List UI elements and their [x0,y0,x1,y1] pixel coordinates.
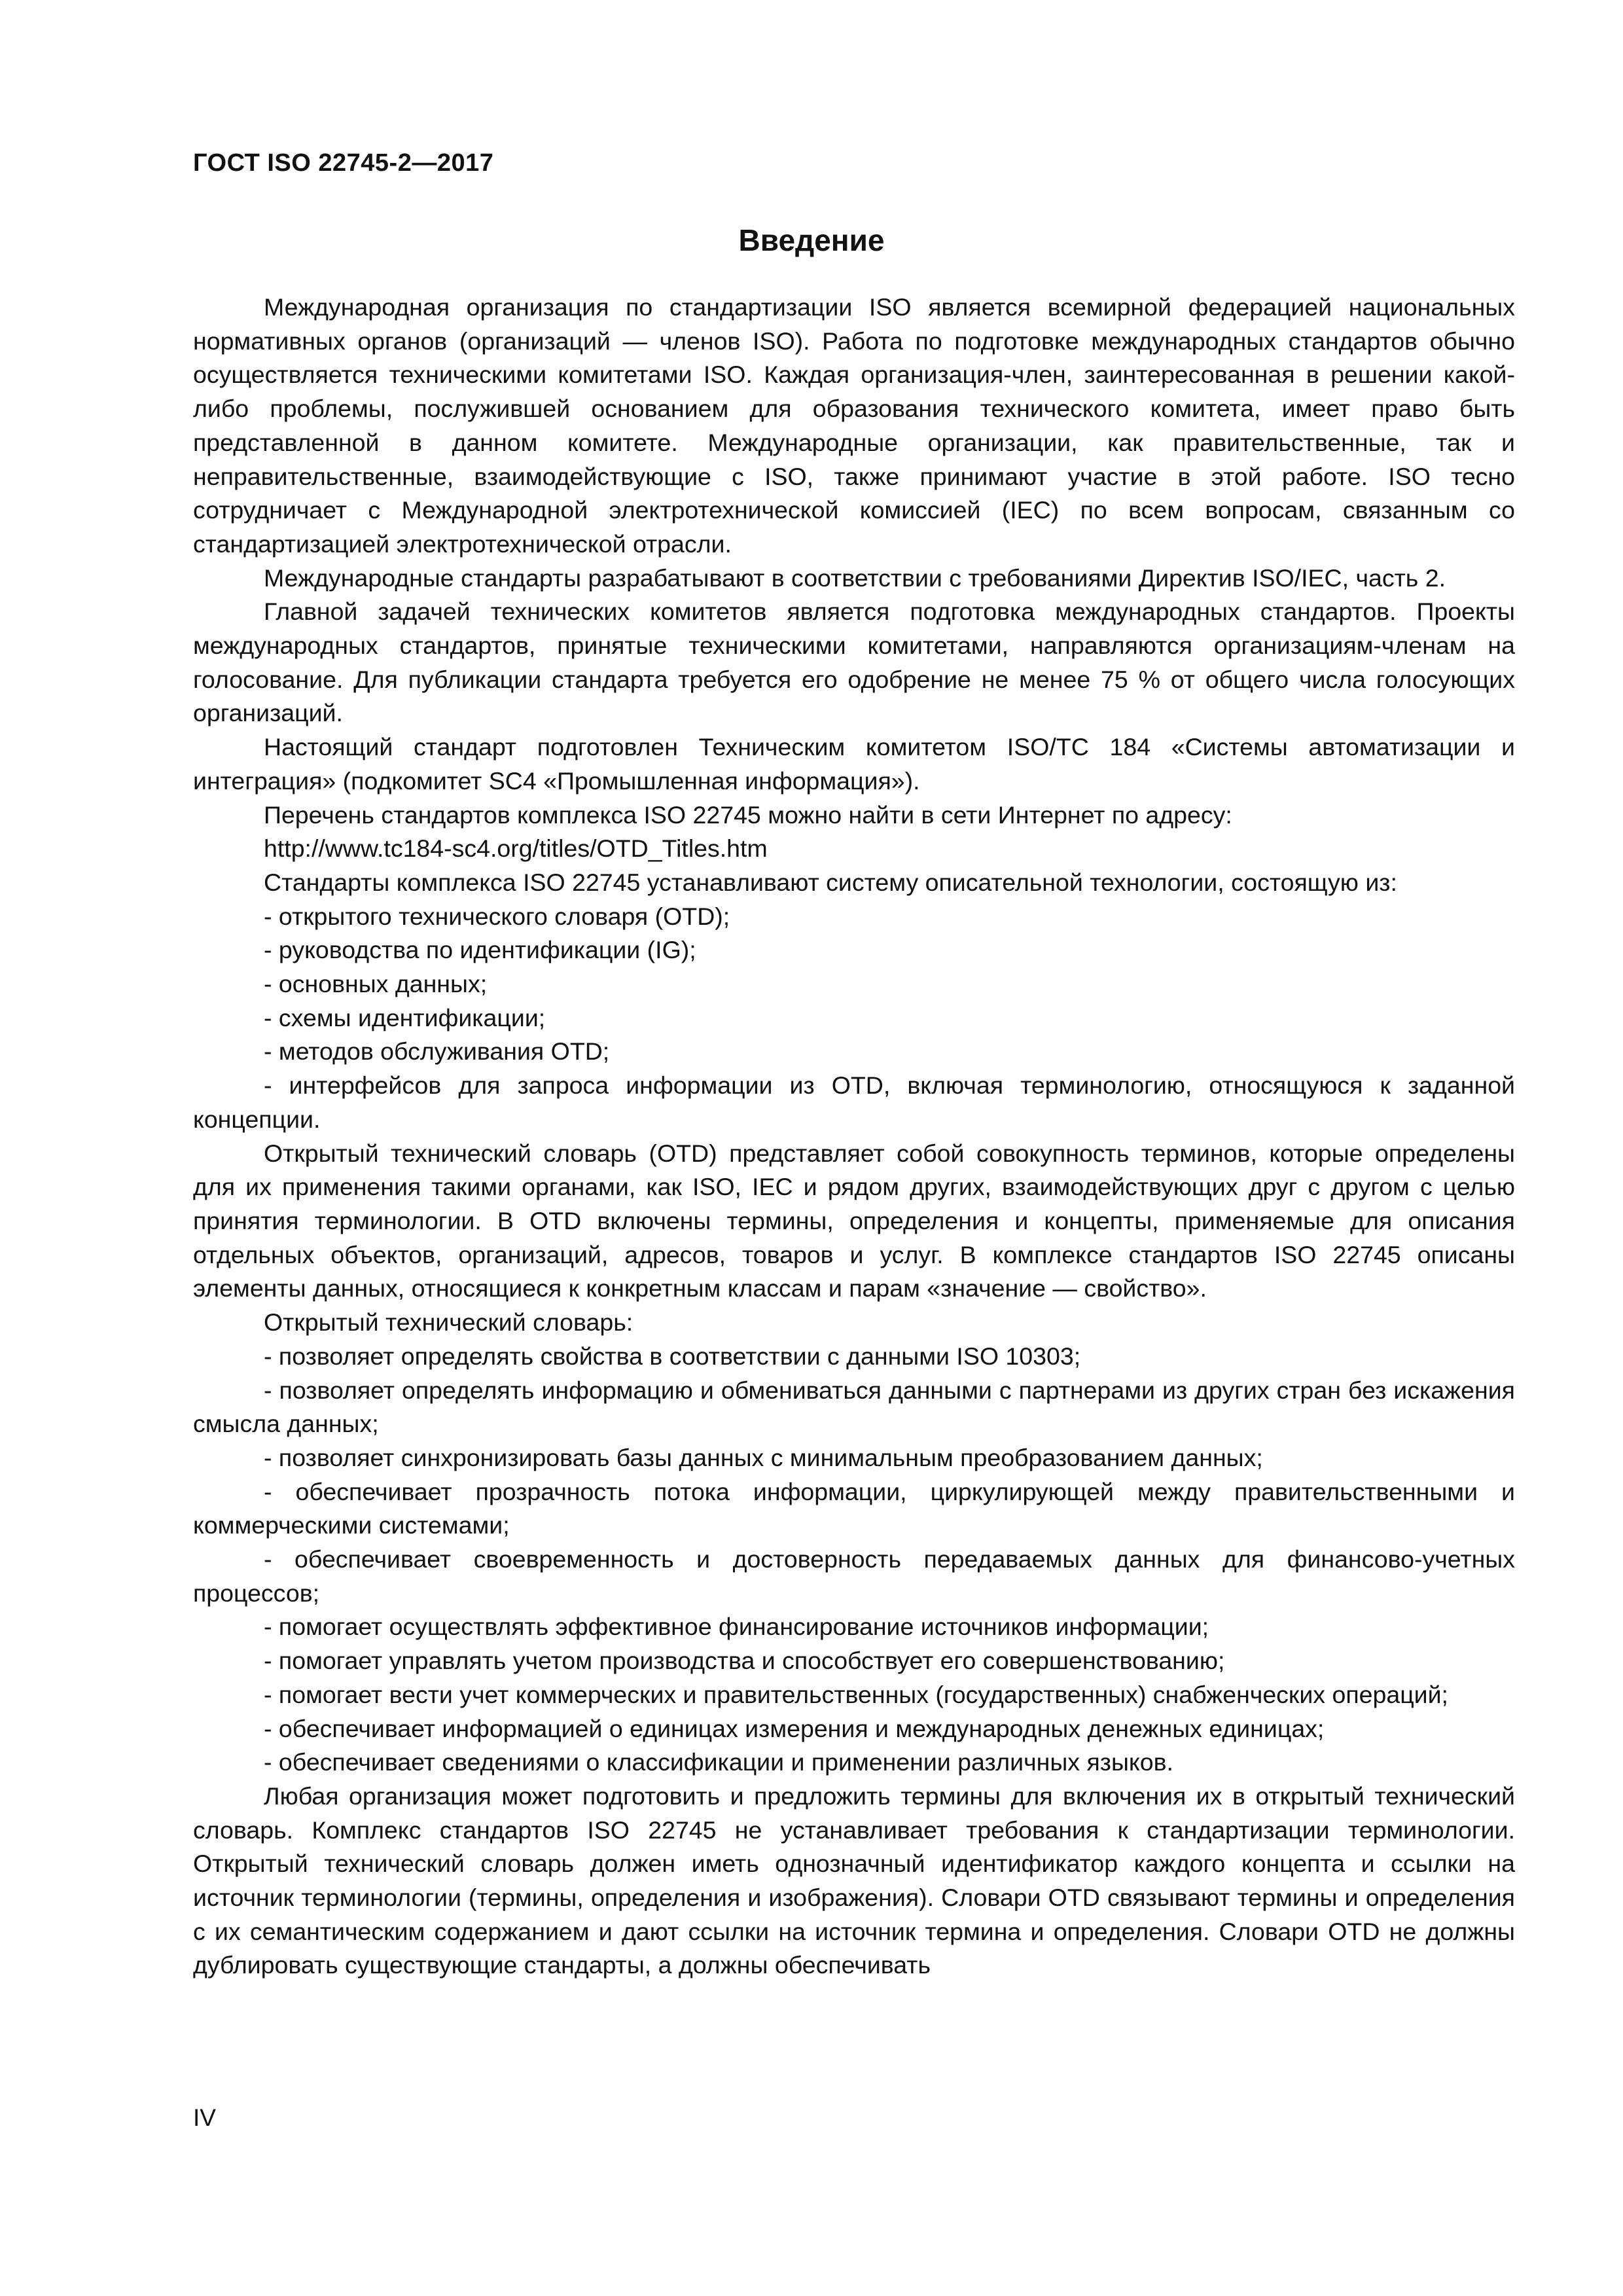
list-item: - позволяет определять свойства в соответствии с данными ISO 10303; [264,1342,1081,1370]
list-item: - помогает осуществлять эффективное финансирование источников информации; [264,1613,1209,1641]
list-item: - обеспечивает прозрачность потока информации, циркулирующей между правительственными и коммерческими системами; [193,1477,1515,1539]
paragraph: Главной задачей технических комитетов является подготовка международных стандартов. Проекты международных стандартов, принятые техническими комитетами, направляются организациям-членам на голосование. Для публикации стандарта требуется его одобрение не менее 75 % от общего числа голосующих организаций. [193,598,1515,727]
list-item: - методов обслуживания OTD; [264,1037,610,1066]
paragraph: Настоящий стандарт подготовлен Техническим комитетом ISO/TC 184 «Системы автоматизации и интеграция» (подкомитет SC4 «Промышленная информация»). [193,733,1515,795]
page-number: IV [193,2104,216,2131]
section-title: Введение [738,223,885,257]
list-item: - позволяет синхронизировать базы данных с минимальным преобразованием данных; [264,1443,1263,1471]
list-item: - основных данных; [264,970,488,998]
paragraph: Открытый технический словарь: [264,1308,633,1336]
url-text: http://www.tc184-sc4.org/titles/OTD_Titles.htm [264,834,768,863]
list-item: - помогает вести учет коммерческих и правительственных (государственных) снабженческих операций; [264,1680,1448,1708]
paragraph: Международные стандарты разрабатывают в соответствии с требованиями Директив ISO/IEC, часть 2. [264,564,1446,592]
list-item: - схемы идентификации; [264,1003,546,1031]
list-item: - помогает управлять учетом производства и способствует его совершенствованию; [264,1647,1225,1675]
list-item: - открытого технического словаря (OTD); [264,902,730,930]
list-item: - обеспечивает своевременность и достоверность передаваемых данных для финансово-учетных процессов; [193,1545,1515,1607]
list-item: - позволяет определять информацию и обмениваться данными с партнерами из других стран без искажения смысла данных; [193,1376,1515,1438]
list-item: - обеспечивает информацией о единицах измерения и международных денежных единицах; [264,1714,1325,1742]
list-item: - руководства по идентификации (IG); [264,936,696,964]
paragraph: Перечень стандартов комплекса ISO 22745 можно найти в сети Интернет по адресу: [264,800,1232,829]
paragraph: Любая организация может подготовить и предложить термины для включения их в открытый технический словарь. Комплекс стандартов ISO 22745 не устанавливает требования к стандартизации терминологии. Открытый технический словарь должен иметь однозначный идентификатор каждого концепта и ссылки на источник терминологии (термины, определения и изображения). Словари OTD связывают термины и определения с их семантическим содержанием и дают ссылки на источник термина и определения. Словари OTD не должны дублировать существующие стандарты, а должны обеспечивать [193,1782,1515,1979]
body-text [193,291,1515,1982]
document-header: ГОСТ ISO 22745-2—2017 [193,149,494,177]
paragraph: Стандарты комплекса ISO 22745 устанавливают систему описательной технологии, состоящую из: [264,868,1397,896]
paragraph: Открытый технический словарь (OTD) представляет собой совокупность терминов, которые определены для их применения такими органами, как ISO, IEC и рядом других, взаимодействующих друг с другом с целью принятия терминологии. В OTD включены термины, определения и концепты, применяемые для описания отдельных объектов, организаций, адресов, товаров и услуг. В комплексе стандартов ISO 22745 описаны элементы данных, относящиеся к конкретным классам и парам «значение — свойство». [193,1139,1515,1302]
list-item: - интерфейсов для запроса информации из OTD, включая терминологию, относящуюся к заданной концепции. [193,1071,1515,1133]
list-item: - обеспечивает сведениями о классификации и применении различных языков. [264,1748,1173,1776]
paragraph: Международная организация по стандартизации ISO является всемирной федерацией национальных нормативных органов (организаций — членов ISO). Работа по подготовке международных стандартов обычно осуществляется техническими комитетами ISO. Каждая организация-член, заинтересованная в решении какой-либо проблемы, послужившей основанием для образования технического комитета, имеет право быть представленной в данном комитете. Международные организации, как правительственные, так и неправительственные, взаимодействующие с ISO, также принимают участие в этой работе. ISO тесно сотрудничает с Международной электротехнической комиссией (IEC) по всем вопросам, связанным со стандартизацией электротехнической отрасли. [193,293,1515,558]
